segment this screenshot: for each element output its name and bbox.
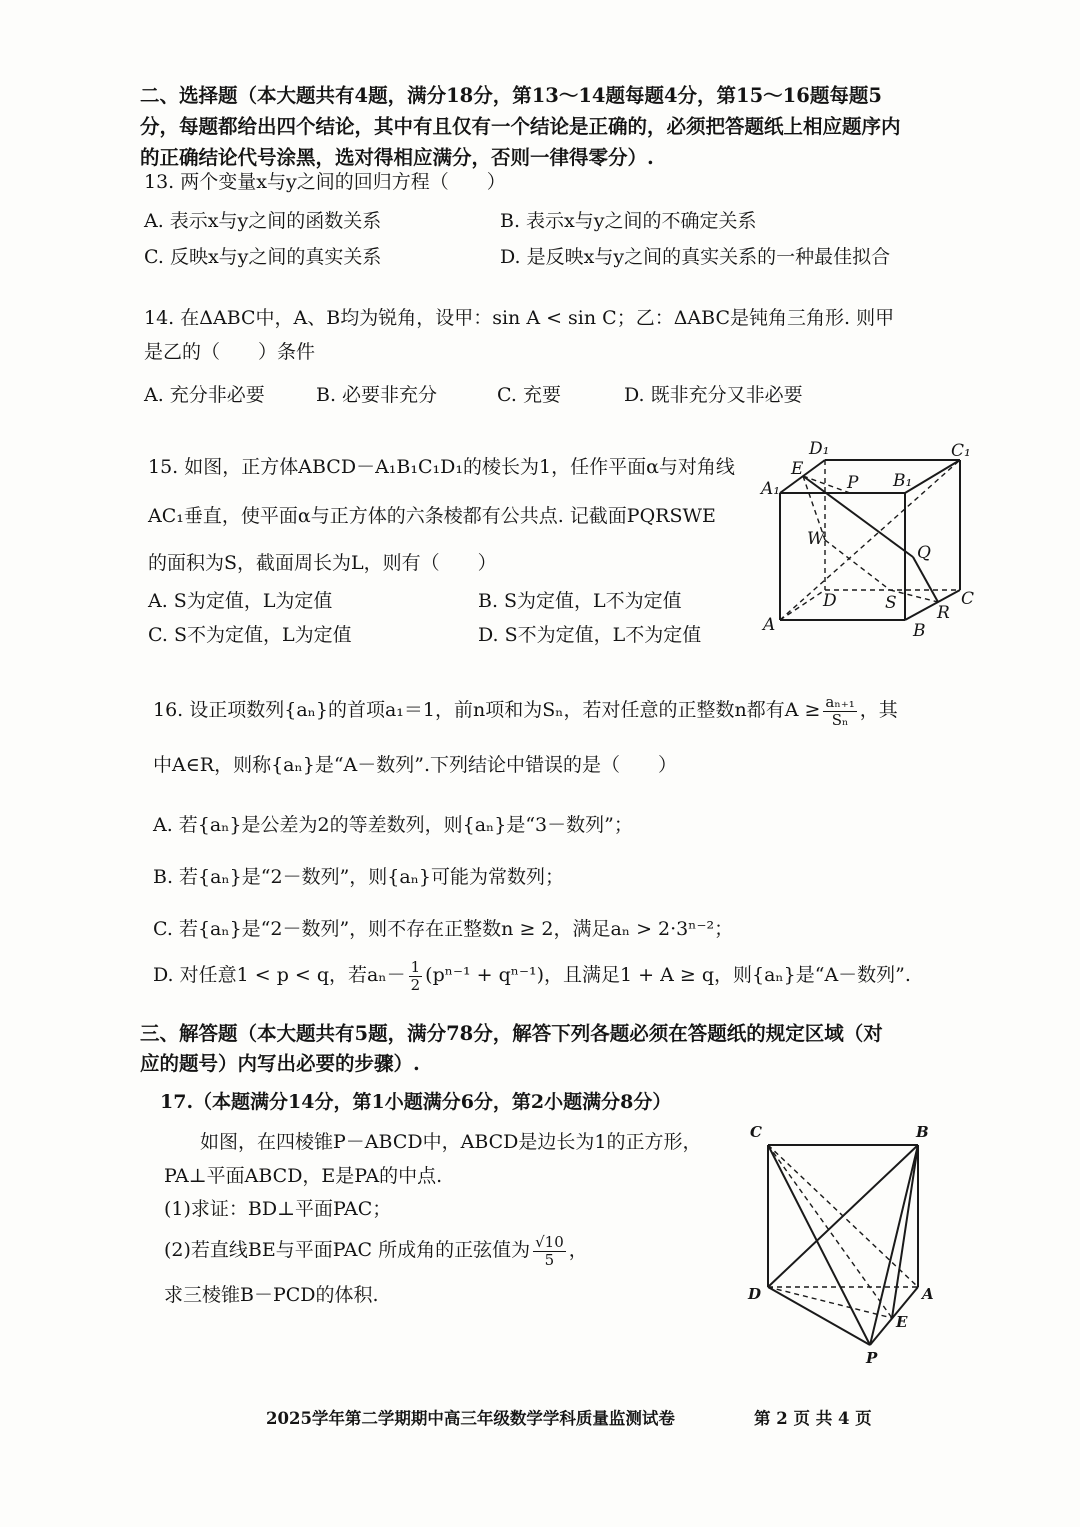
q13-option-b: B. 表示x与y之间的不确定关系 bbox=[500, 210, 757, 232]
q17-label-p: P bbox=[866, 1349, 878, 1367]
q16-option-c: C. 若{aₙ}是“2－数列”，则不存在正整数n ≥ 2，满足aₙ > 2·3ⁿ⁻²； bbox=[153, 918, 734, 940]
q16-option-d-denominator: 2 bbox=[410, 975, 421, 994]
q15-stem-line2: AC₁垂直，使平面α与正方体的六条棱都有公共点. 记截面PQRSWE bbox=[148, 505, 716, 527]
q16-fraction-denominator: Sₙ bbox=[831, 710, 849, 729]
q15-label-c1: C₁ bbox=[951, 441, 971, 461]
q15-label-b1: B₁ bbox=[893, 471, 913, 491]
q17-heading: 17.（本题满分14分，第1小题满分6分，第2小题满分8分） bbox=[160, 1091, 672, 1113]
q16-option-d-end: (pⁿ⁻¹ + qⁿ⁻¹)，且满足1 + A ≥ q，则{aₙ}是“A－数列”. bbox=[425, 964, 911, 986]
q15-label-w: W bbox=[807, 529, 825, 549]
q15-stem-line3: 的面积为S，截面周长为L，则有（ ） bbox=[148, 552, 497, 574]
q17-pyramid-figure bbox=[740, 1115, 950, 1370]
section2-heading-line2: 分，每题都给出四个结论，其中有且仅有一个结论是正确的，必须把答题纸上相应题序内 bbox=[140, 115, 901, 138]
q16-option-b: B. 若{aₙ}是“2－数列”，则{aₙ}可能为常数列； bbox=[153, 866, 565, 888]
q13-option-c: C. 反映x与y之间的真实关系 bbox=[144, 246, 382, 268]
q15-label-b: B bbox=[913, 621, 926, 641]
q16-option-d-text: D. 对任意1 < p < q，若aₙ－ bbox=[153, 964, 406, 986]
q17-fraction-numerator: √10 bbox=[535, 1232, 564, 1251]
q14-option-a: A. 充分非必要 bbox=[144, 384, 265, 406]
section3-heading-line1: 三、解答题（本大题共有5题，满分78分，解答下列各题必须在答题纸的规定区域（对 bbox=[140, 1022, 883, 1045]
q15-label-r: R bbox=[937, 603, 950, 623]
q15-label-a: A bbox=[763, 615, 776, 635]
q17-label-e: E bbox=[896, 1313, 908, 1331]
q17-part2-line2: 求三棱锥B－PCD的体积. bbox=[164, 1284, 379, 1306]
q13-stem: 13. 两个变量x与y之间的回归方程（ ） bbox=[144, 171, 506, 193]
q15-label-d1: D₁ bbox=[809, 439, 830, 459]
footer-page-number: 第 2 页 共 4 页 bbox=[754, 1409, 872, 1428]
q14-option-c: C. 充要 bbox=[497, 384, 561, 406]
q16-stem-line1 bbox=[153, 690, 898, 730]
q17-part2-line1 bbox=[164, 1228, 588, 1272]
q14-stem-line2: 是乙的（ ）条件 bbox=[144, 341, 316, 363]
q17-part2-text: (2)若直线BE与平面PAC 所成角的正弦值为 bbox=[164, 1239, 531, 1261]
q16-fraction bbox=[823, 694, 856, 729]
q15-cube-figure bbox=[755, 430, 995, 655]
q17-label-c: C bbox=[750, 1123, 762, 1141]
q17-part2-end: ， bbox=[568, 1239, 588, 1261]
q17-label-a: A bbox=[922, 1285, 934, 1303]
q14-option-d: D. 既非充分又非必要 bbox=[624, 384, 803, 406]
q15-label-s: S bbox=[885, 593, 897, 613]
q14-option-b: B. 必要非充分 bbox=[316, 384, 438, 406]
q17-stem-line2: PA⊥平面ABCD，E是PA的中点. bbox=[164, 1165, 443, 1187]
q15-option-d: D. S不为定值，L不为定值 bbox=[478, 624, 702, 646]
q16-option-d-fraction bbox=[409, 959, 423, 994]
q15-stem-line1: 15. 如图，正方体ABCD－A₁B₁C₁D₁的棱长为1，任作平面α与对角线 bbox=[148, 456, 735, 478]
q17-label-d: D bbox=[748, 1285, 762, 1303]
q17-fraction-denominator: 5 bbox=[544, 1250, 555, 1269]
q15-label-c: C bbox=[961, 589, 975, 609]
q16-option-d bbox=[153, 955, 911, 995]
q13-option-d: D. 是反映x与y之间的真实关系的一种最佳拟合 bbox=[500, 246, 891, 268]
q15-label-e: E bbox=[791, 459, 804, 479]
q17-stem-line1: 如图，在四棱锥P－ABCD中，ABCD是边长为1的正方形， bbox=[200, 1131, 702, 1153]
q15-label-q: Q bbox=[917, 543, 931, 563]
q16-stem-line2: 中A∈R，则称{aₙ}是“A－数列”.下列结论中错误的是（ ） bbox=[153, 754, 678, 776]
q13-option-a: A. 表示x与y之间的函数关系 bbox=[144, 210, 382, 232]
section2-heading-line3: 的正确结论代号涂黑，选对得相应满分，否则一律得零分）. bbox=[140, 146, 654, 169]
q14-stem-line1: 14. 在ΔABC中，A、B均为锐角，设甲：sin A < sin C；乙：ΔABC是钝角三角形. 则甲 bbox=[144, 307, 895, 329]
section3-heading-line2: 应的题号）内写出必要的步骤）. bbox=[140, 1052, 420, 1075]
q16-option-d-numerator: 1 bbox=[410, 957, 421, 976]
q17-label-b: B bbox=[916, 1123, 929, 1141]
q15-label-p: P bbox=[847, 473, 859, 493]
q15-option-b: B. S为定值，L不为定值 bbox=[478, 590, 682, 612]
q16-fraction-numerator: aₙ₊₁ bbox=[825, 692, 855, 711]
q16-stem-line1-text: 16. 设正项数列{aₙ}的首项a₁＝1，前n项和为Sₙ，若对任意的正整数n都有A ≥ bbox=[153, 699, 821, 721]
q15-label-d: D bbox=[823, 591, 837, 611]
q17-fraction bbox=[533, 1234, 566, 1269]
section2-heading-line1: 二、选择题（本大题共有4题，满分18分，第13～14题每题4分，第15～16题每题5 bbox=[140, 84, 882, 107]
q15-option-c: C. S不为定值，L为定值 bbox=[148, 624, 352, 646]
q15-option-a: A. S为定值，L为定值 bbox=[148, 590, 333, 612]
q17-part1: (1)求证：BD⊥平面PAC； bbox=[164, 1198, 392, 1220]
q16-option-a: A. 若{aₙ}是公差为2的等差数列，则{aₙ}是“3－数列”； bbox=[153, 814, 633, 836]
footer-title: 2025学年第二学期期中高三年级数学学科质量监测试卷 bbox=[266, 1409, 675, 1428]
q15-label-a1: A₁ bbox=[761, 479, 781, 499]
q16-stem-line1-end: ，其 bbox=[859, 699, 898, 721]
